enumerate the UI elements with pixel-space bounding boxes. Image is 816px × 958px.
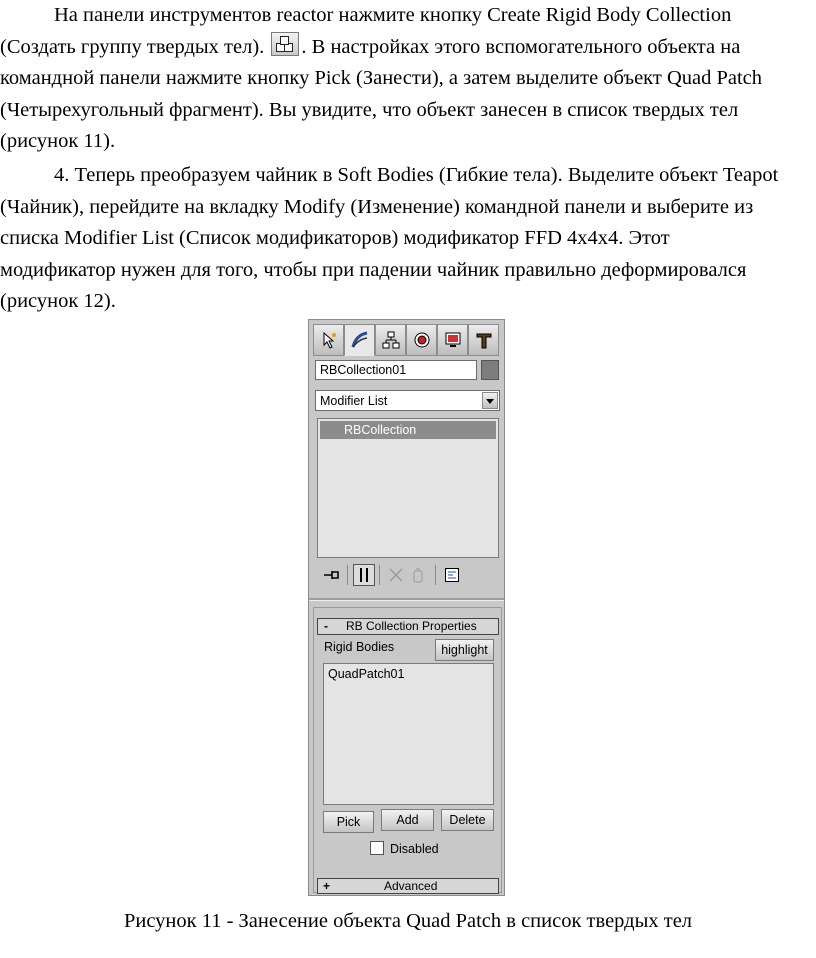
panel-divider	[309, 598, 504, 601]
add-button[interactable]: Add	[381, 809, 434, 831]
p2-line-2: (Чайник), перейдите на вкладку Modify (Изменение) командной панели и выберите из	[0, 195, 754, 218]
object-name-field[interactable]: RBCollection01	[315, 360, 477, 380]
hierarchy-icon	[381, 330, 401, 350]
paragraph-2	[0, 160, 812, 318]
display-icon	[443, 330, 463, 350]
p1-line-3: командной панели нажмите кнопку Pick (Занести), а затем выделите объект Quad Patch	[0, 67, 763, 89]
stack-toolbar	[319, 564, 501, 588]
configure-modifier-sets-icon[interactable]	[441, 564, 463, 586]
create-icon	[319, 330, 339, 350]
modifier-list-label: Modifier List	[320, 394, 388, 408]
modifier-list-dropdown[interactable]	[315, 390, 500, 411]
advanced-expand-toggle[interactable]: +	[323, 879, 331, 893]
modify-icon	[350, 330, 370, 350]
command-panel	[308, 319, 505, 896]
tab-create[interactable]	[313, 324, 344, 356]
advanced-title: Advanced	[384, 879, 438, 893]
chevron-down-icon[interactable]	[482, 392, 498, 409]
show-end-result-icon[interactable]	[353, 564, 375, 586]
p1-line-2b: . В настройках этого вспомогательного объекта на	[301, 35, 741, 58]
tab-hierarchy[interactable]	[375, 324, 406, 356]
remove-modifier-icon[interactable]	[407, 564, 429, 586]
advanced-rollout[interactable]	[317, 878, 499, 894]
rigid-bodies-list[interactable]	[323, 663, 494, 805]
paragraph-1	[0, 0, 812, 158]
pick-button[interactable]: Pick	[323, 811, 374, 833]
utilities-icon	[474, 330, 494, 350]
p2-line-1: 4. Теперь преобразуем чайник в Soft Bodies (Гибкие тела). Выделите объект Teapot	[54, 164, 779, 186]
rigid-bodies-label: Rigid Bodies	[324, 640, 395, 654]
tab-modify[interactable]	[344, 324, 375, 356]
disabled-checkbox-row[interactable]	[370, 841, 439, 857]
object-color-swatch[interactable]	[481, 360, 499, 380]
pin-stack-icon[interactable]	[321, 564, 343, 586]
p1-line-4: (Четырехугольный фрагмент). Вы увидите, что объект занесен в список твердых тел	[0, 98, 739, 121]
highlight-button[interactable]: highlight	[435, 639, 494, 661]
stack-item-rbcollection[interactable]: RBCollection	[320, 421, 496, 439]
tab-display[interactable]	[437, 324, 468, 356]
rollout-area	[313, 607, 502, 893]
disabled-label: Disabled	[390, 842, 439, 856]
p2-line-5: (рисунок 12).	[0, 290, 116, 312]
p2-line-4: модификатор нужен для того, чтобы при падении чайник правильно деформировался	[0, 258, 747, 281]
motion-icon	[412, 330, 432, 350]
p2-line-3: списка Modifier List (Список модификаторов) модификатор FFD 4x4x4. Этот	[0, 227, 670, 249]
rb-collection-properties-rollout[interactable]	[317, 618, 499, 635]
rollout-title: RB Collection Properties	[346, 619, 477, 633]
disabled-checkbox[interactable]	[370, 841, 384, 855]
command-panel-tabs	[313, 324, 500, 356]
list-item[interactable]: QuadPatch01	[328, 667, 405, 681]
make-unique-icon[interactable]	[385, 564, 407, 586]
rollout-collapse-toggle[interactable]: -	[324, 619, 328, 633]
modifier-stack[interactable]	[317, 418, 499, 558]
p1-line-1: На панели инструментов reactor нажмите кнопку Create Rigid Body Collection	[54, 4, 732, 26]
delete-button[interactable]: Delete	[441, 809, 494, 831]
figure-caption: Рисунок 11 - Занесение объекта Quad Patch в список твердых тел	[123, 910, 693, 932]
rigid-body-collection-icon	[271, 32, 299, 56]
tab-utilities[interactable]	[468, 324, 499, 356]
tab-motion[interactable]	[406, 324, 437, 356]
p1-line-5: (рисунок 11).	[0, 130, 116, 152]
p1-line-2a: (Создать группу твердых тел).	[0, 35, 265, 58]
